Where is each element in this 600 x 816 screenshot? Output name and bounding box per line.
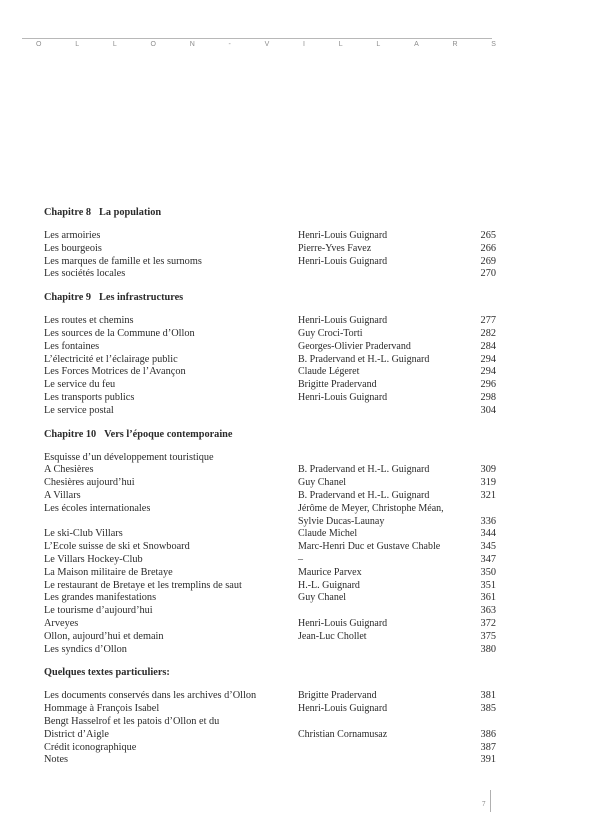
- entry-title: Les armoiries: [44, 230, 101, 241]
- chapter-heading: [44, 428, 496, 442]
- entry-title: Les marques de famille et les surnoms: [44, 255, 202, 267]
- toc-entry: [44, 379, 496, 392]
- toc-entry: [44, 354, 496, 367]
- entry-page: 270: [480, 268, 496, 280]
- toc-entry: [44, 256, 496, 269]
- toc-entry: [44, 703, 496, 716]
- toc-entry: [44, 268, 496, 281]
- chapter-number: Chapitre 9: [44, 292, 92, 304]
- table-of-contents: [44, 196, 496, 767]
- chapter-title: Vers l’époque contemporaine: [104, 428, 233, 440]
- entry-author: Jérôme de Meyer, Christophe Méan,: [298, 502, 444, 514]
- header-letter: L: [75, 41, 80, 48]
- entry-author: B. Pradervand et H.-L. Guignard: [298, 489, 430, 501]
- entry-page: 304: [480, 404, 496, 416]
- entry-page: 298: [480, 391, 496, 403]
- entry-title: Les sociétés locales: [44, 268, 126, 280]
- toc-entry: [44, 631, 496, 644]
- entry-page: 319: [480, 477, 496, 489]
- entry-page: 321: [480, 489, 496, 501]
- entry-author: –: [298, 553, 303, 565]
- toc-entry: [44, 567, 496, 580]
- entry-author: Guy Chanel: [298, 592, 347, 604]
- chapter-heading: [44, 666, 496, 680]
- entry-page: 361: [480, 592, 496, 604]
- chapter-number: Chapitre 8: [44, 207, 92, 218]
- header-letter: I: [303, 41, 305, 48]
- entry-author: Guy Chanel: [298, 477, 347, 489]
- entry-page: 309: [480, 464, 496, 476]
- entry-title: A Villars: [44, 489, 81, 501]
- entry-title: Les Forces Motrices de l’Avançon: [44, 366, 186, 378]
- entry-title: Le service postal: [44, 404, 114, 416]
- toc-entry: [44, 392, 496, 405]
- entry-page: 265: [480, 230, 496, 241]
- entry-page: 363: [480, 605, 496, 617]
- entry-title: Les routes et chemins: [44, 315, 134, 327]
- entry-title: Les écoles internationales: [44, 502, 151, 514]
- toc-entry: [44, 541, 496, 554]
- chapter-heading: [44, 206, 496, 220]
- entry-page: 351: [480, 579, 496, 591]
- entry-title: L’électricité et l’éclairage public: [44, 353, 178, 365]
- entry-page: 296: [480, 379, 496, 391]
- entry-title: Le tourisme d’aujourd’hui: [44, 605, 153, 617]
- entry-author: Guy Croci-Torti: [298, 327, 363, 339]
- entry-page: 269: [480, 255, 496, 267]
- toc-entry: [44, 754, 496, 767]
- header-rule: [22, 38, 492, 39]
- entry-author: Claude Michel: [298, 528, 358, 540]
- toc-entry: [44, 341, 496, 354]
- toc-entry: [44, 405, 496, 418]
- entry-page: 380: [480, 643, 496, 655]
- entry-title: Esquisse d’un développement touristique: [44, 451, 214, 463]
- entry-page: 387: [480, 741, 496, 753]
- entry-page: 391: [480, 754, 496, 766]
- toc-entry: [44, 490, 496, 503]
- entry-page: 345: [480, 541, 496, 553]
- entry-title: L’Ecole suisse de ski et Snowboard: [44, 541, 190, 553]
- folio-rule: [490, 790, 491, 812]
- toc-entry: [44, 716, 496, 729]
- entry-author: Maurice Parvex: [298, 566, 362, 578]
- entry-page: 386: [480, 728, 496, 740]
- toc-entry: [44, 366, 496, 379]
- entry-title: Arveyes: [44, 617, 79, 629]
- entry-page: 350: [480, 566, 496, 578]
- entry-author: Henri-Louis Guignard: [298, 617, 388, 629]
- entry-page: 381: [480, 690, 496, 702]
- toc-entry: [44, 690, 496, 703]
- header-letter: L: [112, 41, 117, 48]
- toc-entry: [44, 315, 496, 328]
- entry-title: Le Villars Hockey-Club: [44, 553, 143, 565]
- header-letter: O: [36, 41, 42, 48]
- entry-title: Les syndics d’Ollon: [44, 643, 127, 655]
- chapter-number: Chapitre 10: [44, 428, 97, 440]
- entry-title: Les transports publics: [44, 391, 135, 403]
- entry-author: Henri-Louis Guignard: [298, 230, 388, 241]
- entry-page: 347: [480, 553, 496, 565]
- toc-entry: [44, 516, 496, 529]
- entry-title: Les sources de la Commune d’Ollon: [44, 327, 195, 339]
- entry-author: Brigitte Pradervand: [298, 379, 377, 391]
- toc-entry: [44, 592, 496, 605]
- toc-entry: [44, 503, 496, 516]
- toc-entry: [44, 644, 496, 657]
- entry-page: 372: [480, 617, 496, 629]
- entry-page: 385: [480, 703, 496, 715]
- entry-title: Le ski-Club Villars: [44, 528, 123, 540]
- entry-page: 284: [480, 340, 496, 352]
- chapter-heading: [44, 291, 496, 305]
- header-letter: -: [228, 41, 231, 48]
- toc-entry: [44, 742, 496, 755]
- entry-author: Brigitte Pradervand: [298, 690, 377, 702]
- header-letter: S: [491, 41, 496, 48]
- entry-title: Les fontaines: [44, 340, 100, 352]
- entry-title: Chesières aujourd’hui: [44, 477, 135, 489]
- entry-page: 344: [480, 528, 496, 540]
- chapter-title: La population: [99, 207, 162, 218]
- entry-author: Jean-Luc Chollet: [298, 630, 367, 642]
- entry-author: Christian Cornamusaz: [298, 728, 388, 740]
- entry-title: Notes: [44, 754, 69, 766]
- entry-author: B. Pradervand et H.-L. Guignard: [298, 464, 430, 476]
- entry-author: Pierre-Yves Favez: [298, 242, 372, 254]
- entry-page: 294: [480, 366, 496, 378]
- header-letter: R: [452, 41, 458, 48]
- header-letter: A: [414, 41, 419, 48]
- toc-entry: [44, 528, 496, 541]
- entry-author: B. Pradervand et H.-L. Guignard: [298, 353, 430, 365]
- header-letter: O: [150, 41, 156, 48]
- toc-entry: [44, 605, 496, 618]
- entry-page: 294: [480, 353, 496, 365]
- entry-title: Hommage à François Isabel: [44, 703, 160, 715]
- entry-title: District d’Aigle: [44, 728, 109, 740]
- entry-title: A Chesières: [44, 464, 94, 476]
- entry-page: 266: [480, 242, 496, 254]
- entry-title: La Maison militaire de Bretaye: [44, 566, 173, 578]
- entry-title: Crédit iconographique: [44, 741, 137, 753]
- entry-author: Henri-Louis Guignard: [298, 391, 388, 403]
- entry-author: Henri-Louis Guignard: [298, 315, 388, 327]
- toc-entry: [44, 580, 496, 593]
- entry-page: 375: [480, 630, 496, 642]
- entry-title: Le service du feu: [44, 379, 116, 391]
- chapter-title: Quelques textes particuliers:: [44, 667, 170, 679]
- running-header: [36, 41, 496, 48]
- page-number: 7: [482, 800, 486, 808]
- entry-title: Les bourgeois: [44, 242, 102, 254]
- entry-author: Claude Légeret: [298, 366, 360, 378]
- header-letter: L: [338, 41, 343, 48]
- entry-title: Les grandes manifestations: [44, 592, 157, 604]
- toc-entry: [44, 618, 496, 631]
- header-letter: N: [189, 41, 195, 48]
- toc-entry: [44, 328, 496, 341]
- chapter-title: Les infrastructures: [99, 292, 184, 304]
- toc-entry: [44, 477, 496, 490]
- toc-entry: [44, 243, 496, 256]
- entry-author: Marc-Henri Duc et Gustave Chable: [298, 541, 441, 553]
- toc-entry: [44, 452, 496, 465]
- header-letter: V: [264, 41, 270, 48]
- entry-author: H.-L. Guignard: [298, 579, 360, 591]
- entry-page: 277: [480, 315, 496, 327]
- entry-author: Henri-Louis Guignard: [298, 255, 388, 267]
- toc-entry: [44, 464, 496, 477]
- entry-author: Sylvie Ducas-Launay: [298, 515, 385, 527]
- entry-title: Ollon, aujourd’hui et demain: [44, 630, 164, 642]
- entry-title: Bengt Hasselrof et les patois d’Ollon et du: [44, 715, 220, 727]
- entry-page: 282: [480, 327, 496, 339]
- toc-entry: [44, 554, 496, 567]
- toc-entry: [44, 230, 496, 243]
- entry-author: Georges-Olivier Pradervand: [298, 340, 411, 352]
- entry-page: 336: [480, 515, 496, 527]
- entry-author: Henri-Louis Guignard: [298, 703, 388, 715]
- entry-title: Les documents conservés dans les archives d’Ollon: [44, 690, 257, 702]
- toc-entry: [44, 729, 496, 742]
- header-letter: L: [376, 41, 381, 48]
- entry-title: Le restaurant de Bretaye et les tremplins de saut: [44, 579, 242, 591]
